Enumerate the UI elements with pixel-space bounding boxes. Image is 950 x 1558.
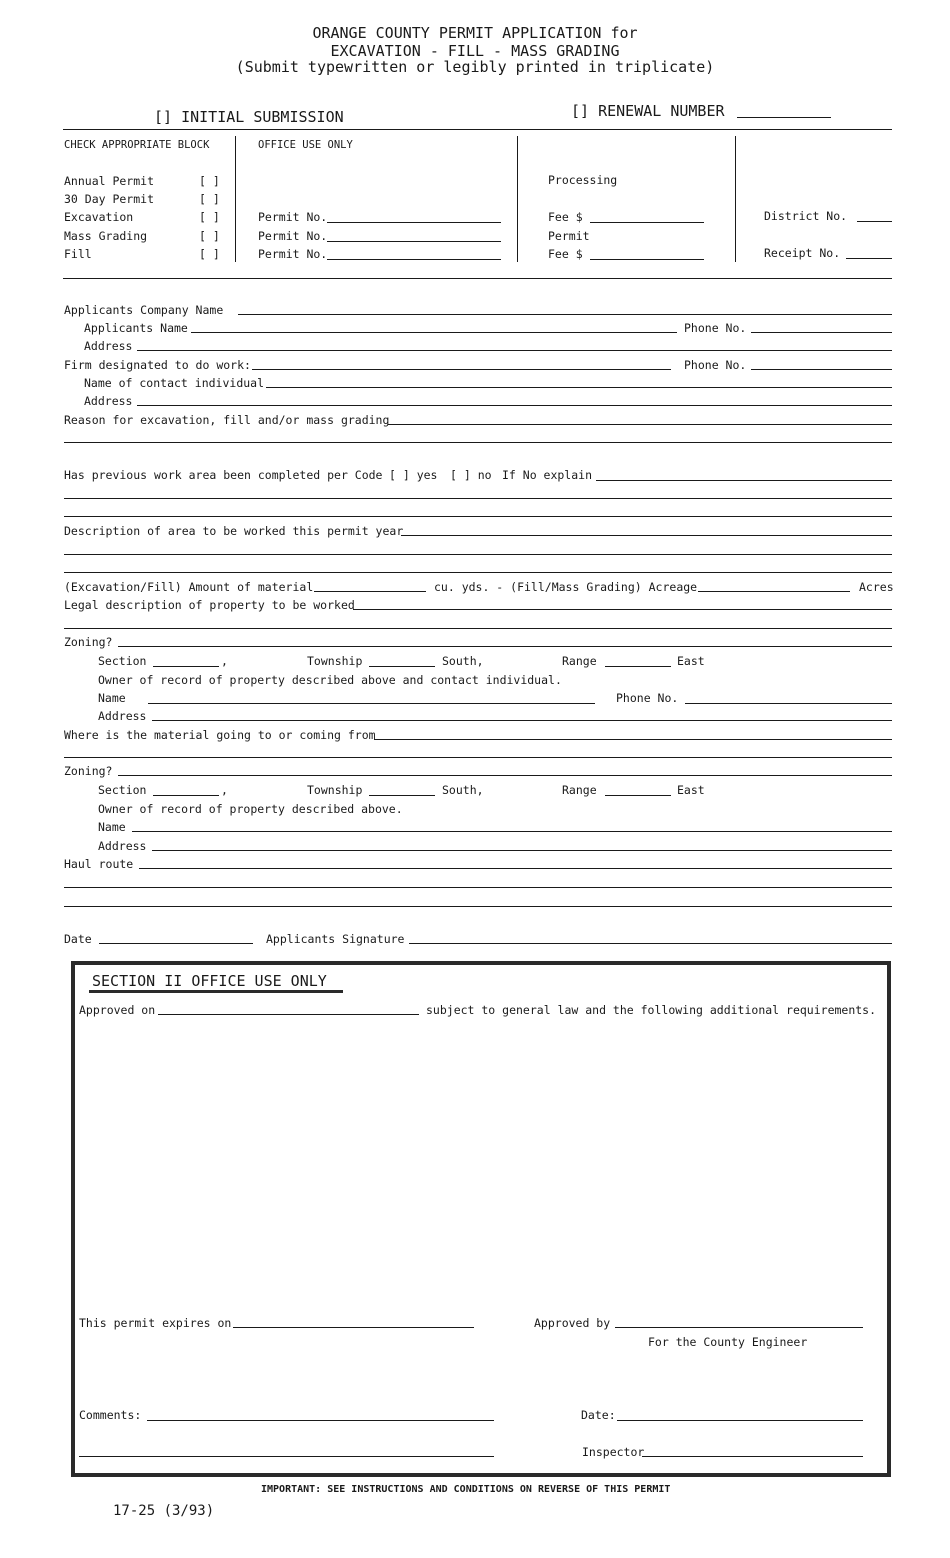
explain-field[interactable]	[596, 480, 892, 481]
description-field-line-3[interactable]	[64, 572, 892, 573]
reason-field-line-2[interactable]	[64, 442, 892, 443]
form-instructions: (Submit typewritten or legibly printed in triplicate)	[235, 58, 715, 76]
legal-description-field[interactable]	[353, 609, 892, 610]
initial-submission-checkbox[interactable]: [] INITIAL SUBMISSION	[154, 108, 344, 126]
comments-field-line-2[interactable]	[79, 1456, 494, 1457]
range-field-2[interactable]	[605, 795, 671, 796]
haul-route-field-line-3[interactable]	[64, 906, 892, 907]
applicant-address-label: Address	[84, 339, 133, 353]
processing-fee-field[interactable]	[590, 222, 704, 223]
owner-address-field[interactable]	[152, 720, 892, 721]
owner-address-label-2: Address	[98, 839, 147, 853]
east-label: East	[677, 654, 705, 668]
processing-label: Processing	[548, 173, 618, 187]
receipt-no-field[interactable]	[846, 258, 892, 259]
east-label-2: East	[677, 783, 705, 797]
section-label: Section	[98, 654, 147, 668]
zoning-label: Zoning?	[64, 635, 113, 649]
legal-description-label: Legal description of property to be worked	[64, 598, 355, 612]
material-amount-label: (Excavation/Fill) Amount of material	[64, 580, 314, 594]
material-origin-field-line-2[interactable]	[64, 757, 892, 758]
previous-work-no-checkbox[interactable]: [ ] no	[450, 468, 492, 482]
processing-fee-label: Fee $	[548, 210, 583, 224]
range-label: Range	[562, 654, 597, 668]
acres-label: Acres	[859, 580, 894, 594]
south-label-2: South,	[442, 783, 484, 797]
owner-name-field-2[interactable]	[132, 831, 892, 832]
firm-phone-label: Phone No.	[684, 358, 747, 372]
form-title: ORANGE COUNTY PERMIT APPLICATION for	[312, 24, 638, 42]
description-label: Description of area to be worked this permit year	[64, 524, 404, 538]
haul-route-field[interactable]	[139, 868, 892, 869]
approval-subject-text: subject to general law and the following additional requirements.	[426, 1003, 877, 1017]
section-ii-date-label: Date:	[581, 1408, 616, 1422]
owner-contact-label: Owner of record of property described above and contact individual.	[98, 673, 562, 687]
owner-name-label-2: Name	[98, 820, 126, 834]
owner-phone-label: Phone No.	[616, 691, 679, 705]
section-ii-title: SECTION II OFFICE USE ONLY	[92, 972, 327, 990]
check-30-day-permit-box[interactable]: [ ]	[199, 192, 220, 206]
permit-fee-label: Fee $	[548, 247, 583, 261]
section-ii-date-field[interactable]	[617, 1420, 863, 1421]
permit-no-label: Permit No.	[258, 210, 328, 224]
check-fill-label: Fill	[64, 247, 92, 261]
column-divider	[235, 136, 236, 262]
check-mass-grading-box[interactable]: [ ]	[199, 229, 220, 243]
range-field[interactable]	[605, 666, 671, 667]
applicant-name-field[interactable]	[191, 332, 677, 333]
column-divider	[735, 136, 736, 262]
district-no-field[interactable]	[857, 221, 892, 222]
renewal-number-field[interactable]	[737, 117, 831, 118]
explain-field-line-3[interactable]	[64, 516, 892, 517]
explain-label: If No explain	[502, 468, 593, 482]
reason-field[interactable]	[388, 424, 892, 425]
mass-grading-permit-no-field[interactable]	[327, 241, 501, 242]
expires-field[interactable]	[233, 1327, 474, 1328]
zoning-label-2: Zoning?	[64, 764, 113, 778]
divider	[63, 129, 892, 130]
renewal-number-label: [] RENEWAL NUMBER	[571, 102, 725, 120]
section-field[interactable]	[153, 666, 219, 667]
permit-no-label: Permit No.	[258, 247, 328, 261]
section-comma-2: ,	[221, 783, 228, 797]
section-ii-title-underline	[89, 990, 343, 993]
office-use-heading: OFFICE USE ONLY	[258, 139, 353, 151]
legal-description-field-line-2[interactable]	[64, 628, 892, 629]
firm-field[interactable]	[252, 369, 671, 370]
permit-fee-field[interactable]	[590, 259, 704, 260]
firm-label: Firm designated to do work:	[64, 358, 251, 372]
firm-address-label: Address	[84, 394, 133, 408]
owner-name-field[interactable]	[148, 703, 595, 704]
check-mass-grading-label: Mass Grading	[64, 229, 148, 243]
divider	[63, 278, 892, 279]
comments-label: Comments:	[79, 1408, 142, 1422]
check-excavation-box[interactable]: [ ]	[199, 210, 220, 224]
acreage-field[interactable]	[698, 591, 850, 592]
owner-phone-field[interactable]	[685, 703, 892, 704]
haul-route-label: Haul route	[64, 857, 134, 871]
south-label: South,	[442, 654, 484, 668]
previous-work-question: Has previous work area been completed per Code	[64, 468, 383, 482]
district-no-label: District No.	[764, 209, 848, 223]
applicant-phone-label: Phone No.	[684, 321, 747, 335]
township-field[interactable]	[369, 666, 435, 667]
material-origin-field[interactable]	[374, 739, 892, 740]
check-fill-box[interactable]: [ ]	[199, 247, 220, 261]
section-comma: ,	[221, 654, 228, 668]
description-field[interactable]	[401, 535, 892, 536]
permit-no-label: Permit No.	[258, 229, 328, 243]
approved-by-label: Approved by	[534, 1316, 611, 1330]
previous-work-yes-checkbox[interactable]: [ ] yes	[389, 468, 438, 482]
excavation-permit-no-field[interactable]	[327, 222, 501, 223]
comments-field[interactable]	[147, 1420, 494, 1421]
section-ii-box	[71, 961, 891, 1477]
township-label: Township	[307, 654, 363, 668]
important-notice: IMPORTANT: SEE INSTRUCTIONS AND CONDITIONS ON REVERSE OF THIS PERMIT	[261, 1484, 671, 1495]
owner-label-2: Owner of record of property described above.	[98, 802, 403, 816]
form-subtitle: EXCAVATION - FILL - MASS GRADING	[330, 42, 620, 60]
approved-on-field[interactable]	[158, 1014, 419, 1015]
county-engineer-label: For the County Engineer	[648, 1335, 808, 1349]
section-field-2[interactable]	[153, 795, 219, 796]
reason-label: Reason for excavation, fill and/or mass grading	[64, 413, 390, 427]
township-label-2: Township	[307, 783, 363, 797]
check-30-day-permit-label: 30 Day Permit	[64, 192, 155, 206]
fill-permit-no-field[interactable]	[327, 259, 501, 260]
date-field[interactable]	[99, 943, 253, 944]
contact-name-label: Name of contact individual	[84, 376, 265, 390]
acreage-label: cu. yds. - (Fill/Mass Grading) Acreage	[434, 580, 698, 594]
company-name-field[interactable]	[238, 314, 892, 315]
zoning-field-2[interactable]	[118, 775, 892, 776]
owner-address-label: Address	[98, 709, 147, 723]
applicant-name-label: Applicants Name	[84, 321, 188, 335]
expires-label: This permit expires on	[79, 1316, 232, 1330]
firm-address-field[interactable]	[137, 405, 892, 406]
haul-route-field-line-2[interactable]	[64, 887, 892, 888]
description-field-line-2[interactable]	[64, 554, 892, 555]
section-label-2: Section	[98, 783, 147, 797]
check-annual-permit-label: Annual Permit	[64, 174, 155, 188]
permit-label: Permit	[548, 229, 590, 243]
receipt-no-label: Receipt No.	[764, 246, 841, 260]
zoning-field[interactable]	[118, 646, 892, 647]
signature-field[interactable]	[409, 943, 892, 944]
inspector-label: Inspector	[582, 1445, 645, 1459]
contact-name-field[interactable]	[266, 387, 892, 388]
owner-name-label: Name	[98, 691, 126, 705]
check-block-heading: CHECK APPROPRIATE BLOCK	[64, 139, 210, 151]
township-field-2[interactable]	[369, 795, 435, 796]
approved-on-label: Approved on	[79, 1003, 156, 1017]
date-label: Date	[64, 932, 92, 946]
column-divider	[517, 136, 518, 262]
check-annual-permit-box[interactable]: [ ]	[199, 174, 220, 188]
owner-address-field-2[interactable]	[152, 850, 892, 851]
signature-label: Applicants Signature	[266, 932, 405, 946]
material-origin-label: Where is the material going to or coming from	[64, 728, 376, 742]
explain-field-line-2[interactable]	[64, 498, 892, 499]
company-name-label: Applicants Company Name	[64, 303, 224, 317]
form-number: 17-25 (3/93)	[113, 1503, 215, 1519]
firm-phone-field[interactable]	[751, 369, 892, 370]
applicant-address-field[interactable]	[137, 350, 892, 351]
material-amount-field[interactable]	[314, 591, 426, 592]
range-label-2: Range	[562, 783, 597, 797]
approved-by-field[interactable]	[615, 1327, 863, 1328]
applicant-phone-field[interactable]	[751, 332, 892, 333]
inspector-field[interactable]	[642, 1456, 863, 1457]
check-excavation-label: Excavation	[64, 210, 134, 224]
